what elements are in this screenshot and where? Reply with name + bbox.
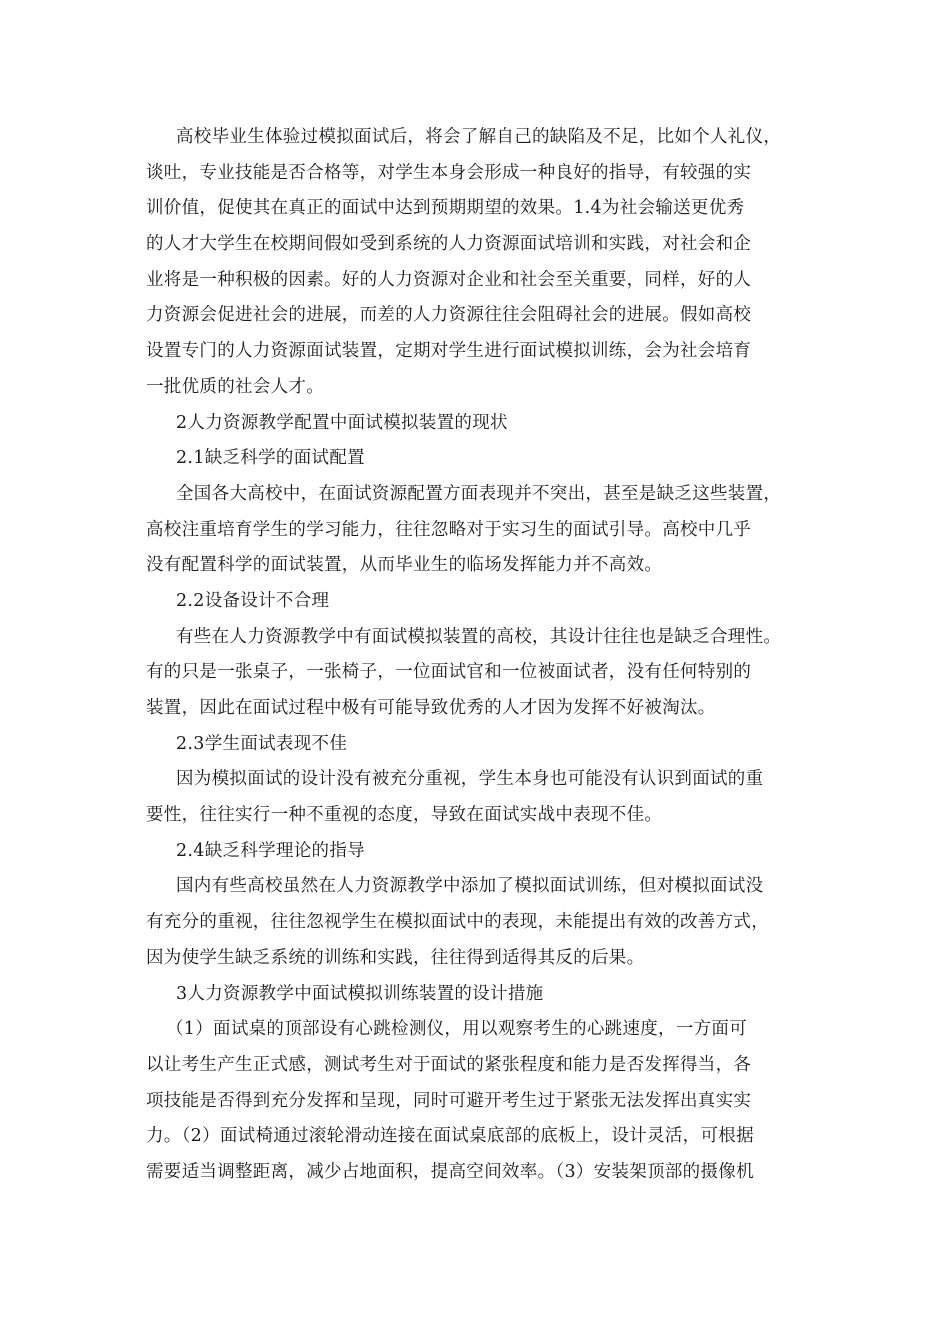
text-line: 2.2设备设计不合理 <box>176 590 330 611</box>
text-line: 要性，往往实行一种不重视的态度，导致在面试实战中表现不佳。 <box>146 805 663 826</box>
text-line: 2.1缺乏科学的面试配置 <box>176 448 365 469</box>
text-line: 力资源会促进社会的进展，而差的人力资源往往会阻碍社会的进展。假如高校 <box>146 305 752 326</box>
text-line: 2.3学生面试表现不佳 <box>176 733 348 754</box>
text-line: 有的只是一张桌子，一张椅子，一位面试官和一位被面试者，没有任何特别的 <box>146 662 752 683</box>
text-line: 设置专门的人力资源面试装置，定期对学生进行面试模拟训练，会为社会培育 <box>146 341 752 362</box>
text-line: 训价值，促使其在真正的面试中达到预期期望的效果。1.4为社会输送更优秀 <box>146 198 745 219</box>
text-line: 高校注重培育学生的学习能力，往往忽略对于实习生的面试引导。高校中几乎 <box>146 519 752 540</box>
text-line: 3人力资源教学中面试模拟训练装置的设计措施 <box>176 983 544 1004</box>
text-line: 有些在人力资源教学中有面试模拟装置的高校，其设计往往也是缺乏合理性。 <box>176 626 782 647</box>
document-body <box>146 120 826 1191</box>
text-line: 2人力资源教学配置中面试模拟装置的现状 <box>176 412 508 433</box>
text-line: 2.4缺乏科学理论的指导 <box>176 840 365 861</box>
text-line: 全国各大高校中，在面试资源配置方面表现并不突出，甚至是缺乏这些装置， <box>176 483 782 504</box>
text-line: 力。（2）面试椅通过滚轮滑动连接在面试桌底部的底板上，设计灵活，可根据 <box>146 1126 754 1147</box>
text-line: 高校毕业生体验过模拟面试后，将会了解自己的缺陷及不足，比如个人礼仪， <box>176 127 782 147</box>
text-line: 需要适当调整距离，减少占地面积，提高空间效率。（3）安装架顶部的摄像机 <box>146 1161 754 1182</box>
text-line: 项技能是否得到充分发挥和呈现，同时可避开考生过于紧张无法发挥出真实实 <box>146 1090 752 1111</box>
text-line: 谈吐，专业技能是否合格等，对学生本身会形成一种良好的指导，有较强的实 <box>146 162 752 183</box>
text-line: 业将是一种积极的因素。好的人力资源对企业和社会至关重要，同样，好的人 <box>146 269 752 290</box>
text-line: 国内有些高校虽然在人力资源教学中添加了模拟面试训练，但对模拟面试没 <box>176 876 764 897</box>
text-line: 装置，因此在面试过程中极有可能导致优秀的人才因为发挥不好被淘汰。 <box>146 698 716 718</box>
text-line: 以让考生产生正式感，测试考生对于面试的紧张程度和能力是否发挥得当，各 <box>146 1054 752 1075</box>
text-line: 有充分的重视，往往忽视学生在模拟面试中的表现，未能提出有效的改善方式， <box>146 912 769 933</box>
text-line: 因为模拟面试的设计没有被充分重视，学生本身也可能没有认识到面试的重 <box>176 769 764 790</box>
text-line: 没有配置科学的面试装置，从而毕业生的临场发挥能力并不高效。 <box>146 555 663 576</box>
text-line: 因为使学生缺乏系统的训练和实践，往往得到适得其反的后果。 <box>146 947 645 968</box>
text-line: 一批优质的社会人才。 <box>146 376 324 397</box>
text-line: 的人才大学生在校期间假如受到系统的人力资源面试培训和实践，对社会和企 <box>146 234 752 255</box>
text-line: （1）面试桌的顶部设有心跳检测仪，用以观察考生的心跳速度，一方面可 <box>166 1019 748 1040</box>
